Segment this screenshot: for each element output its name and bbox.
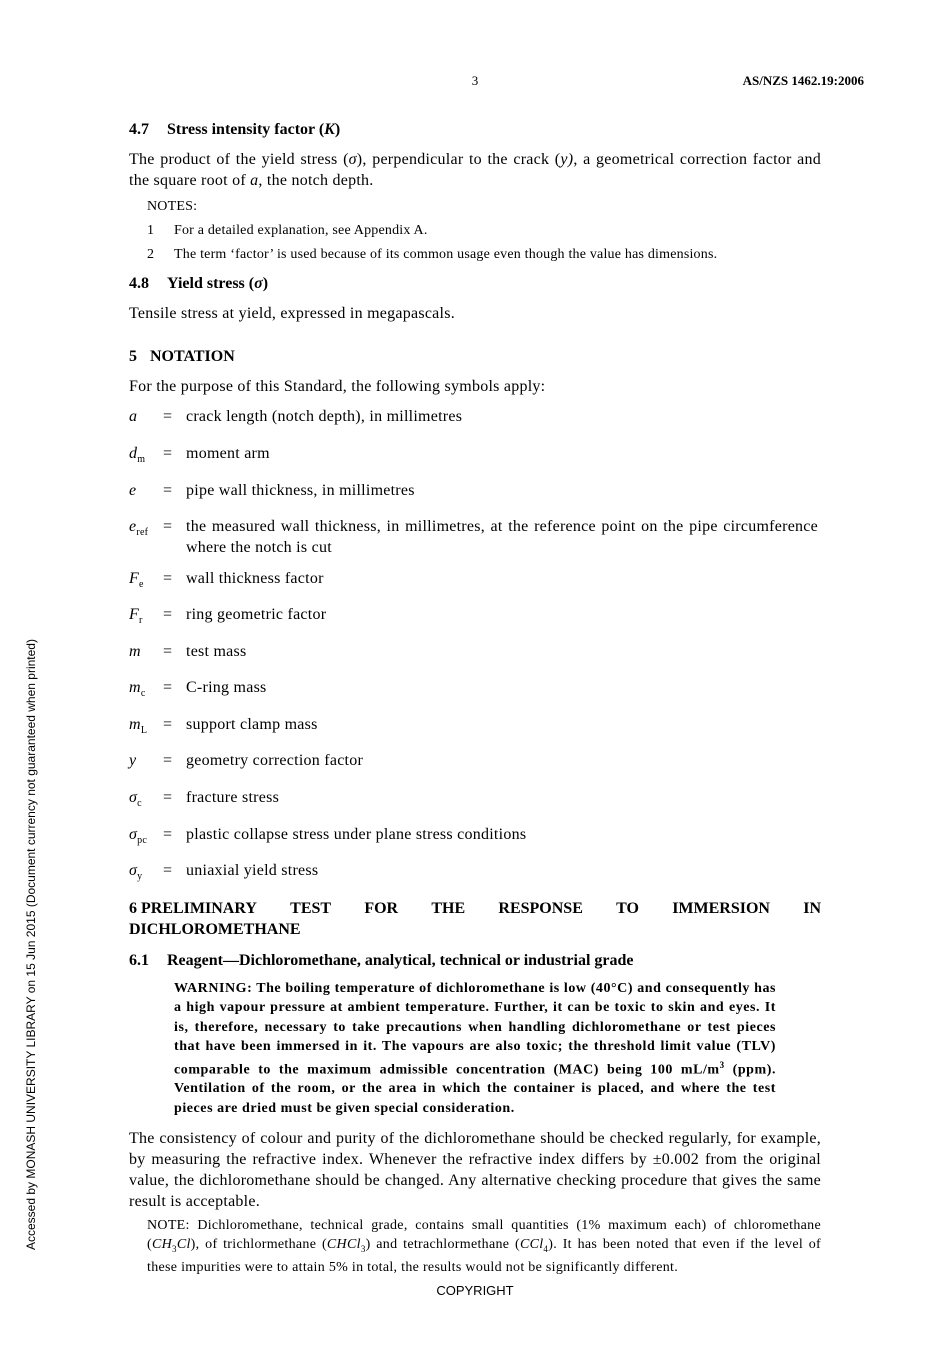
notation-row: $d_m$ = moment arm	[129, 444, 270, 466]
notation-row: $F_r$ = ring geometric factor	[129, 606, 327, 627]
notation-row: $F_e$ = wall thickness factor	[129, 569, 324, 590]
page-number: 3	[471, 73, 479, 88]
notation-row: a = crack length (notch depth), in millimetres	[129, 408, 463, 426]
notation-row: e = pipe wall thickness, in millimetres	[129, 481, 415, 499]
section-4-8-body: Tensile stress at yield, expressed in megapascals.	[129, 305, 455, 322]
section-4-7-heading: 4.7 Stress intensity factor (K)	[129, 121, 341, 138]
notes-label: NOTES:	[147, 199, 198, 214]
copyright-footer: COPYRIGHT	[436, 1283, 514, 1298]
notation-row: $\sigma_{pc}$ = plastic collapse stress under plane stress conditions	[129, 825, 527, 846]
note-item: 2 The term ‘factor’ is used because of its common usage even though the value has dimensions.	[147, 247, 718, 262]
notation-row: $m_c$ = C-ring mass	[129, 679, 267, 700]
access-watermark: Accessed by MONASH UNIVERSITY LIBRARY on 15 Jun 2015 (Document currency not guaranteed when printed)	[24, 639, 38, 1250]
notation-intro: For the purpose of this Standard, the following symbols apply:	[129, 378, 546, 395]
notation-row: $\sigma_y$ = uniaxial yield stress	[129, 862, 319, 883]
notation-row: m = test mass	[129, 642, 247, 660]
document-body	[129, 119, 821, 1277]
notation-list	[129, 406, 821, 887]
section-6-heading: 6 PRELIMINARY TEST FOR THE RESPONSE TO IMMERSION IN DICHLOROMETHANE	[129, 900, 821, 939]
section-4-7-notes	[147, 195, 821, 267]
warning-box: WARNING: The boiling temperature of dichloromethane is low (40°C) and consequently has a high vapour pressure at ambient temperature. Further, it can be toxic to skin and eyes. It is, therefore, necessary to take precautions when handling dichloromethane or test pieces that have been immersed in it. The vapours are also toxic; the threshold limit value (TLV) comparable to the maximum admissible concentration (MAC) being 100 $mL/m^3$ (ppm). Ventilation of the room, or the area in which the container is placed, and where the test pieces are dried must be given special consideration.	[174, 981, 776, 1116]
notation-row: $\sigma_c$ = fracture stress	[129, 788, 280, 810]
standard-code: AS/NZS 1462.19:2006	[742, 73, 864, 88]
section-4-7-body: The product of the yield stress (σ), perpendicular to the crack (y), a geometrical correction factor and the square root of a, the notch depth.	[129, 151, 822, 189]
section-4-8-heading: 4.8 Yield stress (σ)	[129, 275, 269, 292]
notation-row: $e_{ref}$ = the measured wall thickness, in millimetres, at the reference point on the pipe circumference where the notch is cut	[129, 518, 818, 557]
section-6-1-note: NOTE: Dichloromethane, technical grade, contains small quantities (1% maximum each) of chloromethane $(CH_3Cl)$, of trichlormethane (CHCl$_3$) and tetrachlormethane (CCl$_4$). It has been noted that even if the level of these impurities were to attain 5% in total, the results would not be significantly different.	[147, 1217, 821, 1276]
section-5-heading: 5 NOTATION	[129, 348, 235, 365]
section-6-1-body: The consistency of colour and purity of the dichloromethane should be checked regularly, for example, by measuring the refractive index. Whenever the refractive index differs by ±0.002 from the original value, the dichloromethane should be changed. Any alternative checking procedure that gives the same result is acceptable.	[129, 1129, 821, 1210]
section-6-1-heading: 6.1 Reagent—Dichloromethane, analytical, technical or industrial grade	[129, 952, 634, 970]
note-item: 1 For a detailed explanation, see Appendix A.	[147, 223, 428, 238]
notation-row: y = geometry correction factor	[129, 752, 364, 770]
notation-row: $m_L$ = support clamp mass	[129, 715, 318, 737]
